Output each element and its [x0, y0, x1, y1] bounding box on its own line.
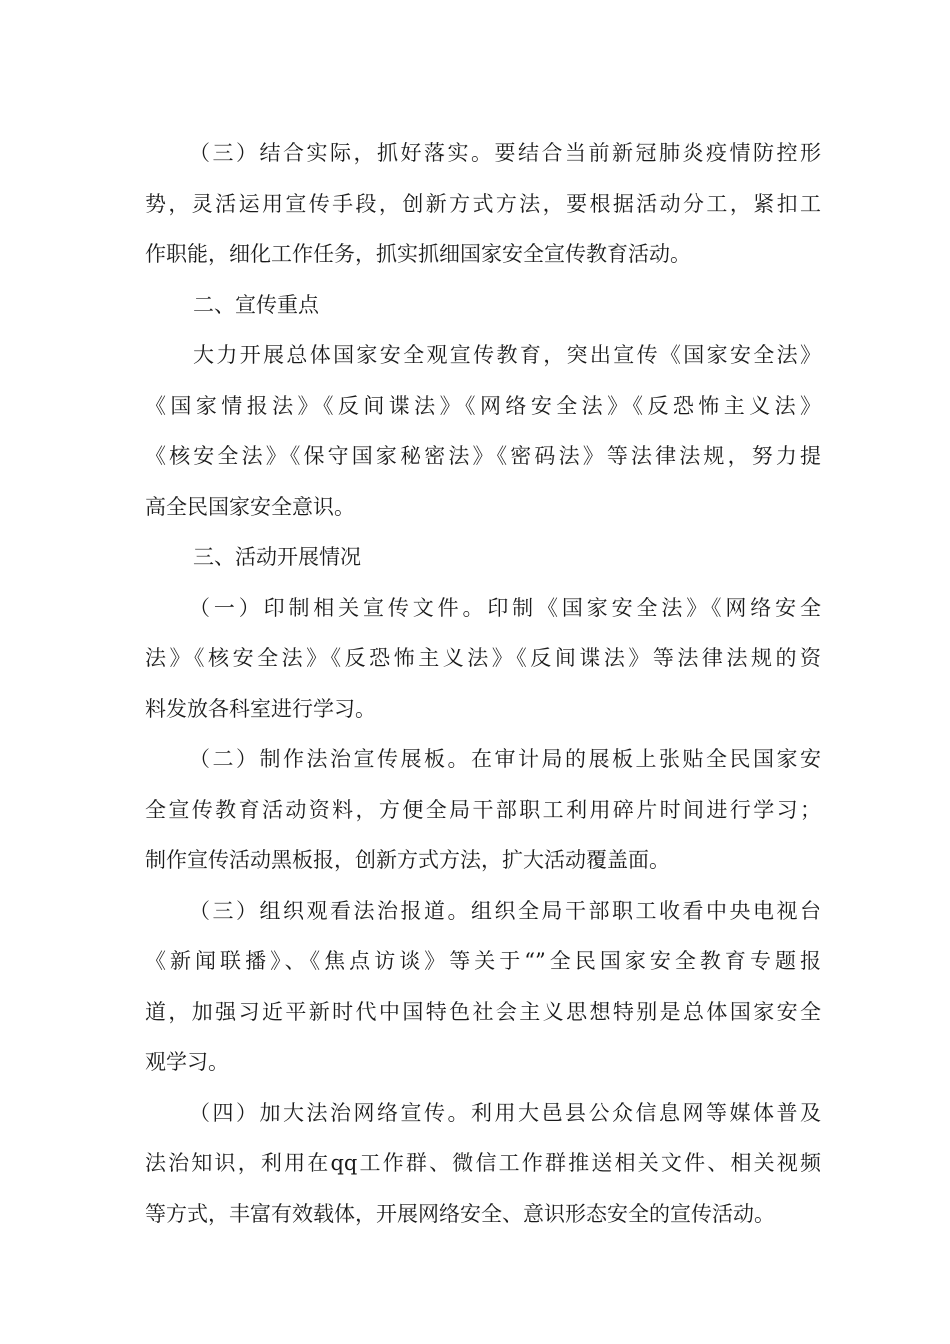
- section-heading: 二、宣传重点: [193, 292, 319, 317]
- text-line: 等方式，丰富有效载体，开展网络安全、意识形态安全的宣传活动。: [145, 1201, 775, 1226]
- text-line: 作职能，细化工作任务，抓实抓细国家安全宣传教育活动。: [145, 242, 691, 266]
- text-line: （三）组织观看法治报道。组织全局干部职工收看中央电视台: [189, 898, 821, 923]
- paragraph-4: [145, 734, 821, 886]
- text-line: 观学习。: [145, 1050, 229, 1074]
- paragraph-3: [145, 583, 821, 735]
- text-line: 势，灵活运用宣传手段，创新方式方法，要根据活动分工，紧扣工: [145, 191, 821, 216]
- text-line: （一）印制相关宣传文件。印制《国家安全法》《网络安全: [189, 595, 821, 620]
- text-line: 《新闻联播》、《焦点访谈》等关于“”全民国家安全教育专题报: [145, 949, 821, 973]
- text-line: 《国家情报法》《反间谍法》《网络安全法》《反恐怖主义法》: [145, 393, 821, 418]
- text-line: （二）制作法治宣传展板。在审计局的展板上张贴全民国家安: [189, 747, 821, 771]
- paragraph-5: [145, 886, 821, 1088]
- section-heading: 三、活动开展情况: [193, 545, 361, 569]
- paragraph-1: [145, 128, 821, 280]
- text-line: 制作宣传活动黑板报，创新方式方法，扩大活动覆盖面。: [145, 848, 670, 872]
- text-line: （四）加大法治网络宣传。利用大邑县公众信息网等媒体普及: [189, 1100, 821, 1125]
- text-line: 料发放各科室进行学习。: [145, 696, 376, 721]
- text-line: 道，加强习近平新时代中国特色社会主义思想特别是总体国家安全: [145, 999, 821, 1024]
- paragraph-6: [145, 1088, 821, 1240]
- text-line: 高全民国家安全意识。: [145, 494, 355, 519]
- text-line: （三）结合实际，抓好落实。要结合当前新冠肺炎疫情防控形: [189, 141, 821, 165]
- text-line: 《核安全法》《保守国家秘密法》《密码法》等法律法规，努力提: [145, 444, 821, 468]
- text-line: 法》《核安全法》《反恐怖主义法》《反间谍法》等法律法规的资: [145, 646, 821, 670]
- paragraph-2: [145, 330, 821, 532]
- text-line: 全宣传教育活动资料，方便全局干部职工利用碎片时间进行学习；: [145, 797, 821, 822]
- text-line: 大力开展总体国家安全观宣传教育，突出宣传《国家安全法》: [193, 343, 821, 367]
- text-line: 法治知识，利用在qq工作群、微信工作群推送相关文件、相关视频: [145, 1151, 821, 1175]
- document-body: [145, 128, 821, 1239]
